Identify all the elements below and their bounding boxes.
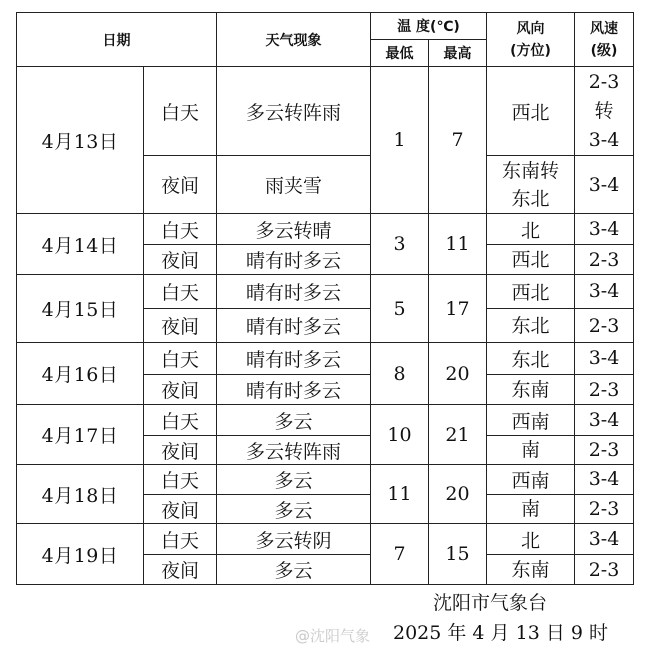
wind-speed-cell: 3-4: [575, 405, 634, 436]
date-cell: 4月14日: [17, 214, 144, 275]
wind-direction-cell: 西南: [487, 405, 575, 436]
temp-low-cell: 11: [371, 465, 429, 524]
temp-low-cell: 3: [371, 214, 429, 275]
wind-direction-cell: 北: [487, 214, 575, 245]
period-label: 夜间: [144, 436, 217, 465]
header-wind-direction: 风向 (方位): [487, 13, 575, 67]
wind-direction-cell: 南: [487, 495, 575, 524]
wind-speed-cell: 3-4: [575, 465, 634, 495]
temp-low-cell: 8: [371, 343, 429, 405]
weather-cell: 多云转阴: [217, 524, 371, 555]
wind-speed-cell: 3-4: [575, 524, 634, 555]
period-label: 白天: [144, 405, 217, 436]
weather-cell: 多云转阵雨: [217, 436, 371, 465]
weather-cell: 多云转阵雨: [217, 67, 371, 156]
wind-speed-cell: 2-3: [575, 495, 634, 524]
footer-organization: 沈阳市气象台: [433, 592, 548, 614]
period-label: 夜间: [144, 156, 217, 214]
day-row: [17, 67, 634, 156]
wind-direction-cell: 北: [487, 524, 575, 555]
wind-speed-cell: 2-3: [575, 375, 634, 405]
day-row: [17, 405, 634, 436]
forecast-table: [16, 12, 634, 585]
weather-cell: 晴有时多云: [217, 245, 371, 275]
wind-speed-cell: 2-3: [575, 555, 634, 585]
date-cell: 4月16日: [17, 343, 144, 405]
period-label: 白天: [144, 343, 217, 375]
weather-cell: 多云: [217, 405, 371, 436]
header-temperature: 温 度(℃): [371, 13, 487, 40]
weather-cell: 晴有时多云: [217, 343, 371, 375]
period-label: 白天: [144, 465, 217, 495]
wind-speed-cell: 2-3: [575, 436, 634, 465]
wind-direction-cell: 东北: [487, 309, 575, 343]
wind-direction-cell: 西北: [487, 67, 575, 156]
period-label: 白天: [144, 275, 217, 309]
period-label: 夜间: [144, 555, 217, 585]
temp-high-cell: 20: [429, 343, 487, 405]
day-row: [17, 465, 634, 495]
temp-low-cell: 1: [371, 67, 429, 214]
wind-direction-cell: 东南: [487, 375, 575, 405]
wind-direction-cell: 西南: [487, 465, 575, 495]
weather-cell: 雨夹雪: [217, 156, 371, 214]
temp-high-cell: 15: [429, 524, 487, 585]
day-row: [17, 214, 634, 245]
temp-high-cell: 11: [429, 214, 487, 275]
day-row: [17, 275, 634, 309]
period-label: 白天: [144, 214, 217, 245]
header-date: 日期: [17, 13, 217, 67]
watermark: @沈阳气象: [295, 627, 371, 645]
day-row: [17, 343, 634, 375]
wind-direction-cell: 东北: [487, 343, 575, 375]
date-cell: 4月18日: [17, 465, 144, 524]
period-label: 白天: [144, 67, 217, 156]
weather-cell: 晴有时多云: [217, 375, 371, 405]
wind-speed-cell: 2-3 转 3-4: [575, 67, 634, 156]
wind-speed-cell: 3-4: [575, 214, 634, 245]
wind-direction-cell: 东南: [487, 555, 575, 585]
weather-cell: 晴有时多云: [217, 275, 371, 309]
day-row: [17, 524, 634, 555]
header-low: 最低: [371, 40, 429, 67]
weather-cell: 晴有时多云: [217, 309, 371, 343]
date-cell: 4月19日: [17, 524, 144, 585]
wind-direction-cell: 南: [487, 436, 575, 465]
period-label: 白天: [144, 524, 217, 555]
forecast-body: [17, 67, 634, 585]
temp-low-cell: 10: [371, 405, 429, 465]
wind-speed-cell: 3-4: [575, 275, 634, 309]
period-label: 夜间: [144, 245, 217, 275]
wind-speed-cell: 2-3: [575, 309, 634, 343]
period-label: 夜间: [144, 375, 217, 405]
temp-high-cell: 20: [429, 465, 487, 524]
temp-low-cell: 7: [371, 524, 429, 585]
temp-low-cell: 5: [371, 275, 429, 343]
wind-speed-cell: 2-3: [575, 245, 634, 275]
weather-cell: 多云: [217, 555, 371, 585]
header-high: 最高: [429, 40, 487, 67]
wind-speed-cell: 3-4: [575, 156, 634, 214]
date-cell: 4月17日: [17, 405, 144, 465]
header-wind-speed: 风速 (级): [575, 13, 634, 67]
weather-cell: 多云: [217, 495, 371, 524]
period-label: 夜间: [144, 309, 217, 343]
wind-speed-cell: 3-4: [575, 343, 634, 375]
header-weather: 天气现象: [217, 13, 371, 67]
temp-high-cell: 21: [429, 405, 487, 465]
wind-direction-cell: 西北: [487, 275, 575, 309]
wind-direction-cell: 西北: [487, 245, 575, 275]
footer-issue-time: 2025 年 4 月 13 日 9 时: [393, 622, 608, 644]
date-cell: 4月13日: [17, 67, 144, 214]
date-cell: 4月15日: [17, 275, 144, 343]
period-label: 夜间: [144, 495, 217, 524]
weather-cell: 多云转晴: [217, 214, 371, 245]
weather-cell: 多云: [217, 465, 371, 495]
wind-direction-cell: 东南转 东北: [487, 156, 575, 214]
temp-high-cell: 7: [429, 67, 487, 214]
temp-high-cell: 17: [429, 275, 487, 343]
